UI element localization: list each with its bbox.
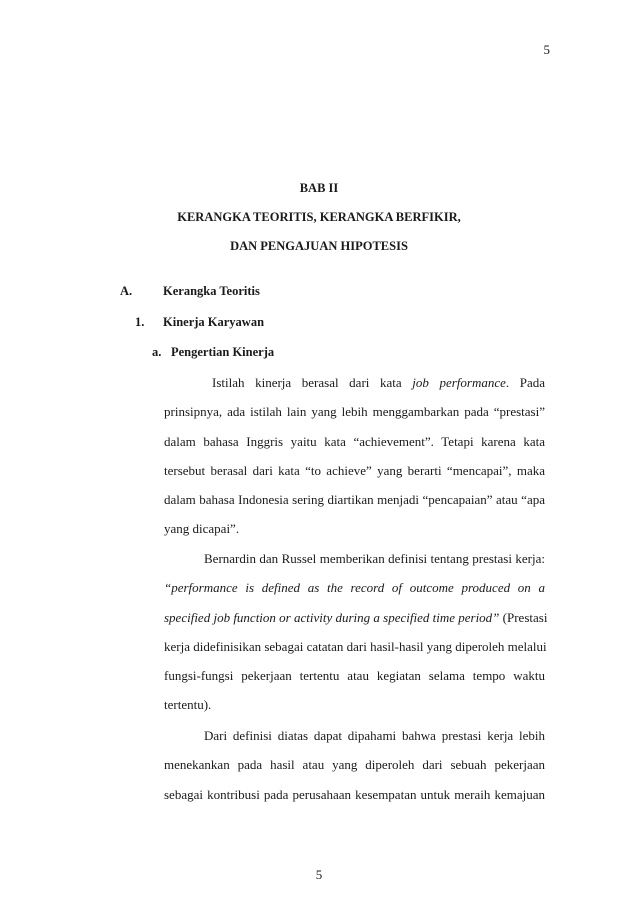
paragraph-2-line-6: tertentu). bbox=[164, 697, 212, 713]
paragraph-2-line-4: kerja didefinisikan sebagai catatan dari hasil-hasil yang diperoleh melalui bbox=[164, 638, 547, 654]
paragraph-3-line-3: sebagai kontribusi pada perusahaan kesempatan untuk meraih kemajuan bbox=[164, 786, 545, 802]
paragraph-2-line-1: Bernardin dan Russel memberikan definisi tentang prestasi kerja: bbox=[204, 551, 545, 566]
paragraph-2-line-5: fungsi-fungsi pekerjaan tertentu atau kegiatan selama tempo waktu bbox=[164, 668, 545, 684]
section-marker: A. bbox=[120, 284, 133, 298]
chapter-title-line1: KERANGKA TEORITIS, KERANGKA BERFIKIR, bbox=[177, 210, 461, 224]
paragraph-2-line-3 bbox=[164, 603, 548, 632]
text-run: . Pada bbox=[505, 375, 545, 390]
paragraph-3-line-2: menekankan pada hasil atau yang diperoleh dari sebuah pekerjaan bbox=[164, 757, 545, 773]
paragraph-1-line-3: dalam bahasa Inggris yaitu kata “achievement”. Tetapi karena kata bbox=[164, 433, 545, 449]
paragraph-1-line-6: yang dicapai”. bbox=[164, 521, 240, 537]
page-number-bottom: 5 bbox=[315, 867, 323, 882]
italic-run: “performance is defined as the record of outcome produced on a bbox=[164, 580, 545, 596]
paragraph-3 bbox=[164, 721, 545, 809]
section-title: Kerangka Teoritis bbox=[163, 284, 260, 298]
subsection-title: Kinerja Karyawan bbox=[163, 315, 265, 329]
italic-run: job performance bbox=[412, 375, 506, 390]
paragraph-1-line-1 bbox=[164, 368, 545, 397]
paragraph-1-line-4: tersebut berasal dari kata “to achieve” yang berarti “mencapai”, maka bbox=[164, 462, 545, 478]
paragraph-2-line-2 bbox=[164, 573, 545, 602]
paragraph-1-line-2: prinsipnya, ada istilah lain yang lebih menggambarkan pada “prestasi” bbox=[164, 404, 545, 420]
paragraph-1 bbox=[164, 368, 545, 544]
paragraph-2 bbox=[164, 544, 548, 720]
subsection-marker: 1. bbox=[135, 315, 145, 329]
paragraph-1-line-5: dalam bahasa Indonesia sering diartikan menjadi “pencapaian” atau “apa bbox=[164, 492, 545, 508]
page-number-top: 5 bbox=[543, 42, 550, 57]
paragraph-3-line-1: Dari definisi diatas dapat dipahami bahwa prestasi kerja lebih bbox=[204, 728, 545, 743]
subsubsection-marker: a. bbox=[152, 345, 162, 359]
subsubsection-title: Pengertian Kinerja bbox=[171, 345, 275, 359]
chapter-title-line2: DAN PENGAJUAN HIPOTESIS bbox=[230, 239, 408, 253]
chapter-label: BAB II bbox=[299, 181, 339, 195]
text-run: (Prestasi bbox=[499, 609, 548, 625]
text-run: Istilah kinerja berasal dari kata bbox=[212, 375, 413, 390]
italic-run: specified job function or activity during a specified time period” bbox=[164, 609, 500, 625]
